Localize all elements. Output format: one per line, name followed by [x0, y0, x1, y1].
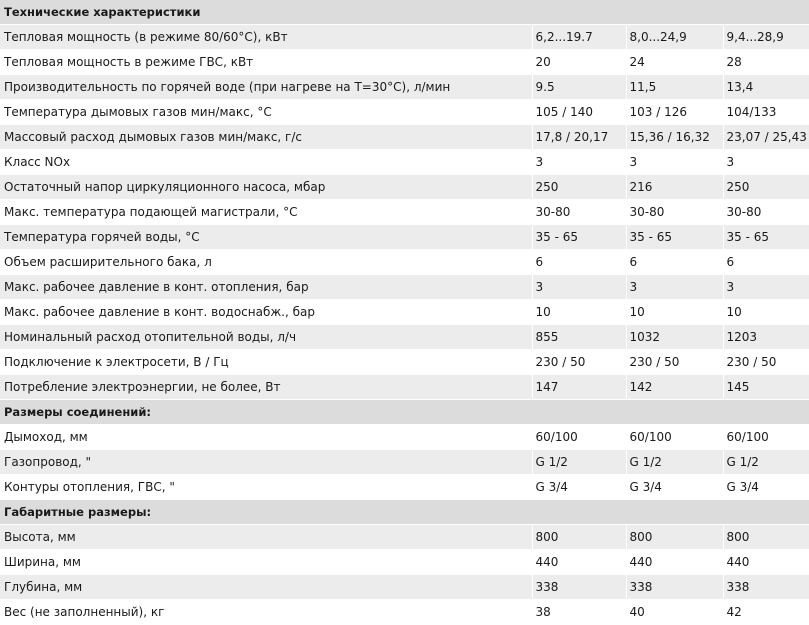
value-cell-2: 10 — [626, 300, 723, 325]
value-cell-3: 42 — [723, 600, 809, 625]
row-label: Контуры отопления, ГВС, " — [0, 475, 532, 500]
value-cell-3: G 1/2 — [723, 450, 809, 475]
table-row — [0, 550, 809, 575]
value-cell-2: 440 — [626, 550, 723, 575]
section-header — [0, 0, 809, 25]
value-cell-1: 147 — [532, 375, 626, 400]
row-label: Газопровод, " — [0, 450, 532, 475]
row-label: Высота, мм — [0, 525, 532, 550]
value-cell-2: 8,0...24,9 — [626, 25, 723, 50]
value-cell-1: 800 — [532, 525, 626, 550]
value-cell-1: 17,8 / 20,17 — [532, 125, 626, 150]
table-row — [0, 375, 809, 400]
table-row — [0, 425, 809, 450]
value-cell-2: 338 — [626, 575, 723, 600]
row-label: Температура дымовых газов мин/макс, °С — [0, 100, 532, 125]
value-cell-2: 24 — [626, 50, 723, 75]
section-title: Габаритные размеры: — [0, 500, 809, 525]
value-cell-1: 60/100 — [532, 425, 626, 450]
row-label: Дымоход, мм — [0, 425, 532, 450]
row-label: Массовый расход дымовых газов мин/макс, г/с — [0, 125, 532, 150]
value-cell-3: 1203 — [723, 325, 809, 350]
section-header — [0, 500, 809, 525]
table-row — [0, 450, 809, 475]
value-cell-1: 38 — [532, 600, 626, 625]
value-cell-1: 855 — [532, 325, 626, 350]
row-label: Макс. рабочее давление в конт. отопления, бар — [0, 275, 532, 300]
value-cell-2: 800 — [626, 525, 723, 550]
value-cell-2: 3 — [626, 150, 723, 175]
value-cell-1: 20 — [532, 50, 626, 75]
value-cell-1: G 3/4 — [532, 475, 626, 500]
row-label: Производительность по горячей воде (при нагреве на Т=30°С), л/мин — [0, 75, 532, 100]
value-cell-1: 6,2...19.7 — [532, 25, 626, 50]
row-label: Остаточный напор циркуляционного насоса, мбар — [0, 175, 532, 200]
value-cell-3: 35 - 65 — [723, 225, 809, 250]
value-cell-1: 6 — [532, 250, 626, 275]
value-cell-3: 30-80 — [723, 200, 809, 225]
value-cell-3: 9,4...28,9 — [723, 25, 809, 50]
row-label: Ширина, мм — [0, 550, 532, 575]
section-title: Размеры соединений: — [0, 400, 809, 425]
section-title: Технические характеристики — [0, 0, 809, 25]
value-cell-3: 800 — [723, 525, 809, 550]
value-cell-3: 104/133 — [723, 100, 809, 125]
row-label: Потребление электроэнергии, не более, Вт — [0, 375, 532, 400]
value-cell-2: G 1/2 — [626, 450, 723, 475]
row-label: Тепловая мощность в режиме ГВС, кВт — [0, 50, 532, 75]
value-cell-2: 6 — [626, 250, 723, 275]
table-row — [0, 150, 809, 175]
value-cell-1: 105 / 140 — [532, 100, 626, 125]
value-cell-2: 11,5 — [626, 75, 723, 100]
table-row — [0, 50, 809, 75]
table-row — [0, 525, 809, 550]
value-cell-3: 440 — [723, 550, 809, 575]
table-row — [0, 300, 809, 325]
row-label: Глубина, мм — [0, 575, 532, 600]
value-cell-3: 250 — [723, 175, 809, 200]
value-cell-2: 142 — [626, 375, 723, 400]
row-label: Объем расширительного бака, л — [0, 250, 532, 275]
value-cell-3: 60/100 — [723, 425, 809, 450]
value-cell-2: 60/100 — [626, 425, 723, 450]
row-label: Подключение к электросети, В / Гц — [0, 350, 532, 375]
row-label: Температура горячей воды, °С — [0, 225, 532, 250]
row-label: Класс NOx — [0, 150, 532, 175]
table-row — [0, 250, 809, 275]
value-cell-3: 145 — [723, 375, 809, 400]
value-cell-1: 3 — [532, 150, 626, 175]
value-cell-2: 40 — [626, 600, 723, 625]
value-cell-1: 30-80 — [532, 200, 626, 225]
value-cell-3: 13,4 — [723, 75, 809, 100]
value-cell-2: 15,36 / 16,32 — [626, 125, 723, 150]
table-row — [0, 600, 809, 625]
value-cell-1: 440 — [532, 550, 626, 575]
table-row — [0, 125, 809, 150]
table-row — [0, 575, 809, 600]
table-row — [0, 75, 809, 100]
value-cell-3: 3 — [723, 275, 809, 300]
value-cell-2: 1032 — [626, 325, 723, 350]
table-row — [0, 175, 809, 200]
value-cell-2: 35 - 65 — [626, 225, 723, 250]
value-cell-2: 3 — [626, 275, 723, 300]
table-row — [0, 225, 809, 250]
value-cell-3: 3 — [723, 150, 809, 175]
table-row — [0, 475, 809, 500]
table-row — [0, 100, 809, 125]
value-cell-3: 6 — [723, 250, 809, 275]
row-label: Вес (не заполненный), кг — [0, 600, 532, 625]
row-label: Макс. рабочее давление в конт. водоснабж., бар — [0, 300, 532, 325]
row-label: Тепловая мощность (в режиме 80/60°С), кВт — [0, 25, 532, 50]
value-cell-1: 9.5 — [532, 75, 626, 100]
value-cell-1: 338 — [532, 575, 626, 600]
value-cell-1: G 1/2 — [532, 450, 626, 475]
value-cell-2: 103 / 126 — [626, 100, 723, 125]
value-cell-3: 230 / 50 — [723, 350, 809, 375]
value-cell-1: 10 — [532, 300, 626, 325]
row-label: Макс. температура подающей магистрали, °С — [0, 200, 532, 225]
table-row — [0, 350, 809, 375]
value-cell-2: G 3/4 — [626, 475, 723, 500]
value-cell-2: 216 — [626, 175, 723, 200]
row-label: Номинальный расход отопительной воды, л/ч — [0, 325, 532, 350]
value-cell-3: 10 — [723, 300, 809, 325]
value-cell-2: 230 / 50 — [626, 350, 723, 375]
table-row — [0, 325, 809, 350]
section-header — [0, 400, 809, 425]
table-row — [0, 275, 809, 300]
value-cell-3: 338 — [723, 575, 809, 600]
value-cell-2: 30-80 — [626, 200, 723, 225]
table-row — [0, 200, 809, 225]
value-cell-1: 230 / 50 — [532, 350, 626, 375]
value-cell-3: 23,07 / 25,43 — [723, 125, 809, 150]
value-cell-3: G 3/4 — [723, 475, 809, 500]
value-cell-1: 3 — [532, 275, 626, 300]
value-cell-1: 250 — [532, 175, 626, 200]
value-cell-1: 35 - 65 — [532, 225, 626, 250]
value-cell-3: 28 — [723, 50, 809, 75]
table-row — [0, 25, 809, 50]
